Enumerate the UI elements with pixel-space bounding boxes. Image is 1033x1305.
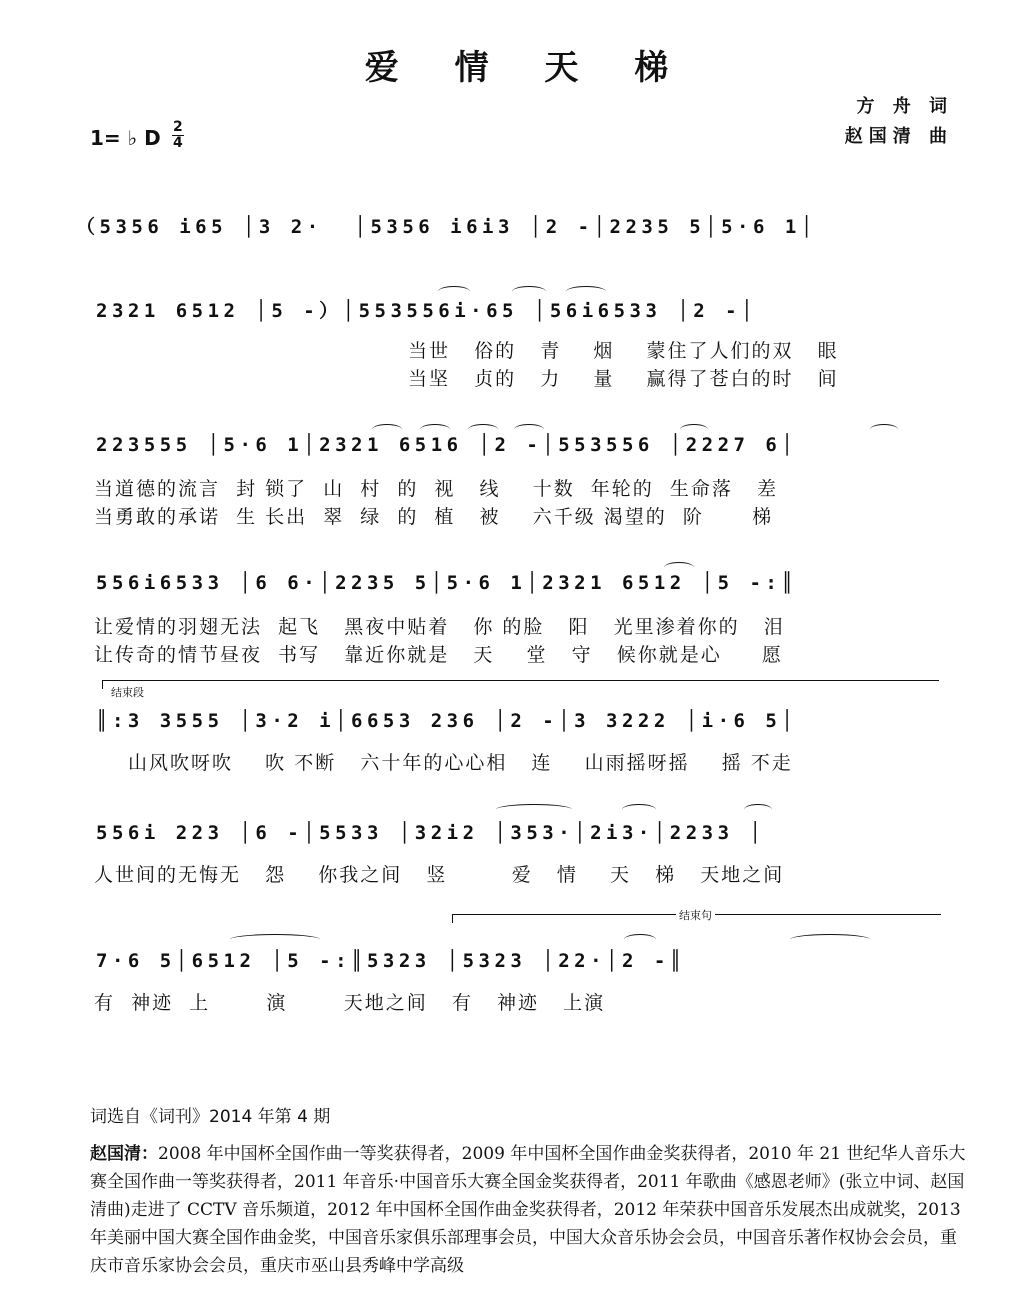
- lyric-verse-1: 山风吹呀吹 吹 不断 六十年的心心相 连 山雨摇呀摇 摇 不走: [128, 752, 793, 774]
- composer-bio: [90, 1140, 970, 1280]
- lyric-verse-1: 有 神迹 上 演 天地之间 有 神迹 上演: [94, 992, 606, 1014]
- lyricist-credit: 方 舟 词: [856, 96, 953, 117]
- lyric-verse-1: 人世间的无悔无 怨 你我之间 竖 爱 情 天 梯 天地之间: [94, 864, 785, 886]
- notation-line: 223555 │5·6 1│2321 6516 │2 -│553556 │2227 6│: [96, 434, 798, 456]
- credits: [845, 92, 953, 152]
- key-signature: [90, 126, 161, 150]
- slur: [230, 934, 320, 945]
- slur: [622, 804, 656, 815]
- notation-line: ║:3 3555 │3·2 i│6653 236 │2 -│3 3222 │i·6 5│: [96, 710, 798, 732]
- time-signature: [172, 120, 184, 151]
- ending-section-bracket: [102, 680, 939, 689]
- composer-credit: 赵国清 曲: [844, 126, 953, 147]
- meter-bottom: 4: [173, 135, 183, 151]
- slur: [870, 424, 898, 435]
- ending-phrase-label: 结束句: [676, 907, 715, 923]
- slur: [790, 934, 870, 945]
- slur: [496, 804, 572, 815]
- notation-line: 7·6 5│6512 │5 -:║5323 │5323 │22·│2 -║: [96, 950, 686, 972]
- bio-name: 赵国清：: [90, 1144, 158, 1164]
- notation-line: 556i 223 │6 -│5533 │32i2 │353·│2i3·│2233 │: [96, 822, 766, 844]
- lyric-verse-2: 让传奇的情节昼夜 书写 靠近你就是 天 堂 守 候你就是心 愿: [94, 644, 783, 666]
- flat-icon: ♭: [127, 126, 138, 150]
- lyric-verse-1: 当道德的流言 封 锁了 山 村 的 视 线 十数 年轮的 生命落 差: [94, 478, 778, 500]
- song-title: 爱 情 天 梯: [364, 48, 691, 88]
- bio-text: 2008 年中国杯全国作曲一等奖获得者，2009 年中国杯全国作曲金奖获得者，2010 年 21 世纪华人音乐大赛全国作曲一等奖获得者，2011 年音乐·中国音乐大赛全国金奖获得者，2011 年歌曲《感恩老师》(张立中词、赵国清曲)走进了 CCTV 音乐频道，2012 年中国杯全国作曲金奖获得者，2012 年荣获中国音乐发展杰出成就奖，2013 年美丽中国大赛全国作曲金奖，中国音乐家俱乐部理事会员，中国大众音乐协会会员，中国音乐著作权协会会员，重庆市音乐家协会会员，重庆市巫山县秀峰中学高级: [90, 1144, 966, 1276]
- lyrics-source-note: 词选自《词刊》2014 年第 4 期: [90, 1107, 331, 1127]
- key-prefix: 1=: [90, 126, 121, 150]
- notation-line: （5356 i65 │3 2· │5356 i6i3 │2 -│2235 5│5·6 1│: [76, 216, 817, 238]
- slur: [744, 804, 772, 815]
- lyric-verse-2: 当勇敢的承诺 生 长出 翠 绿 的 植 被 六千级 渴望的 阶 梯: [94, 506, 774, 528]
- meter-top: 2: [173, 119, 183, 135]
- notation-line: 2321 6512 │5 -）│553556i·65 │56i6533 │2 -│: [96, 300, 758, 322]
- key-note: D: [144, 126, 161, 150]
- lyric-verse-2: 当坚 贞的 力 量 赢得了苍白的时 间: [408, 368, 839, 390]
- notation-line: 556i6533 │6 6·│2235 5│5·6 1│2321 6512 │5 -:║: [96, 572, 798, 594]
- lyric-verse-1: 让爱情的羽翅无法 起飞 黑夜中贴着 你 的脸 阳 光里渗着你的 泪: [94, 616, 785, 638]
- lyric-verse-1: 当世 俗的 青 烟 蒙住了人们的双 眼: [408, 340, 839, 362]
- ending-section-label: 结束段: [108, 684, 147, 700]
- slur: [624, 934, 656, 945]
